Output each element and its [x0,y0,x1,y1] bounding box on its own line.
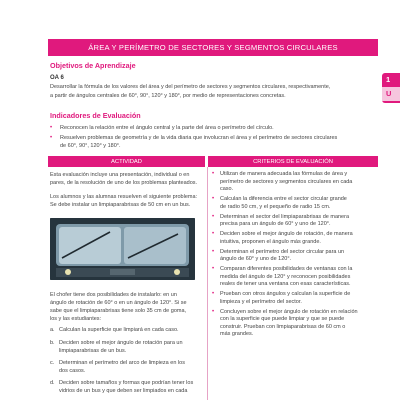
step-text: limpiaparabrisas de un bus. [59,348,127,354]
criterio-item [212,231,378,246]
criterio-text [220,291,350,306]
criterio-line: Concluyen sobre el mejor ángulo de rotación en relación [220,308,358,315]
side-tab-number: 1 [386,75,391,84]
criterio-text [220,231,353,246]
bullet-icon: • [212,291,215,298]
criterio-line: perímetro de sectores y segmentos circulares en cada [220,178,353,185]
criterio-line: Calculan la diferencia entre el sector circular grande [220,196,347,203]
table-header-criterios [208,156,378,167]
step-marker: d. [50,380,55,386]
objetivos-heading: Objetivos de Aprendizaje [50,61,136,70]
criterio-line: Prueban con otros ángulos y calculan la superficie de [220,291,351,298]
table-header-label: CRITERIOS DE EVALUACIÓN [253,158,333,165]
actividad-problem-line1: Los alumnos y las alumnas resuelven el siguiente problema: [50,194,198,200]
indicador-item [50,124,375,132]
criterio-line: Determinan el sector del limpiaparabrisas de manera [220,213,350,220]
criterio-item [212,171,378,194]
actividad-body-line: ángulo de rotación de 60° o en un ángulo de 120°. Si se [50,300,187,306]
bullet-icon: • [212,213,215,220]
page-title-banner [48,39,378,56]
criterio-text [220,309,358,339]
criterio-item [212,249,378,264]
indicadores-heading: Indicadores de Evaluación [50,111,141,120]
bullet-icon: • [50,125,53,131]
bus-windshield-photo [50,218,195,280]
criterios-list [212,171,378,341]
criterio-line: medida del ángulo de 120° y reconocen posibilidades [220,273,351,280]
criterio-line: limpieza y el perímetro del sector. [220,298,302,305]
step-text: Determinan el perímetro del arco de limpieza en los [59,360,185,366]
criterio-line: Utilizan de manera adecuada las fórmulas de área y [220,171,348,177]
actividad-intro-line1: Esta evaluación incluye una presentación, individual o en [50,172,190,178]
table-header-label: ACTIVIDAD [111,158,142,165]
side-tab-letter: U [386,89,392,98]
evaluation-table [48,156,378,400]
criterio-line: Deciden sobre el mejor ángulo de rotación, de manera [220,231,353,238]
step-marker: a. [50,327,55,333]
bullet-icon: • [212,231,215,238]
bullet-icon: • [50,135,53,141]
criterio-line: Comparan diferentes posibilidades de ventanas con la [220,266,353,273]
criterio-line: caso. [220,186,234,193]
actividad-problem-line2: Se debe instalar un limpiaparabrisas de 50 cm en un bus. [50,202,191,208]
actividad-step-continuation [50,368,200,376]
criterio-line: más grandes. [220,331,254,338]
actividad-step [50,327,200,335]
bullet-icon: • [212,171,215,177]
column-divider [207,167,208,400]
criterio-line: reales de tener una ventana con esas características. [220,281,351,288]
bullet-icon: • [212,248,215,255]
criterio-item [212,266,378,289]
actividad-body-line: sabe que el limpiaparabrisas tiene solo 35 cm de goma, [50,308,187,314]
criterio-line: de radio 50 cm, y el pequeño de radio 15 cm. [220,203,331,210]
criterio-item [212,291,378,306]
criterio-item [212,309,378,339]
bullet-icon: • [212,266,215,273]
criterio-text [220,214,349,229]
step-marker: c. [50,360,55,366]
bus-windshield-illustration [50,218,195,280]
indicador-text: de 60°, 90°, 120° y 180°. [60,143,121,149]
objetivo-text-line2: a partir de ángulos centrales de 60°, 90°, 120° y 180°, por medio de representaciones concretas. [50,93,286,99]
step-text: Calculan la superficie que limpiará en cada caso. [59,327,179,333]
actividad-step [50,380,200,388]
objetivo-text-line1: Desarrollar la fórmula de los valores del área y del perímetro de sectores y segmentos circulares, respectivamente, [50,84,331,90]
bullet-icon: • [212,308,215,315]
indicador-item-continuation [50,142,375,150]
criterio-line: Determinan el perímetro del sector circular para un [220,248,345,255]
actividad-step [50,360,200,368]
step-text: Deciden sobre tamaños y formas que podrían tener los [59,380,194,386]
actividad-body-line: los y las estudiantes: [50,316,102,322]
criterio-line: intuitiva, proponen el ángulo más grande. [220,238,321,245]
indicador-text: Resuelven problemas de geometría y de la vida diaria que involucran el área y el perímetro de sectores circulares [60,135,338,141]
criterio-line: con la superficie que puede limpiar y que se puede [220,316,345,323]
criterio-line: ángulo de 60° y uno de 120°. [220,256,292,263]
actividad-body-line: El chofer tiene dos posibilidades de instalarlo: en un [50,292,177,298]
step-text: dos casos. [59,368,86,374]
criterio-item [212,214,378,229]
actividad-step-continuation [50,388,200,396]
criterio-text [220,266,352,289]
actividad-intro-line2: pares, de la resolución de uno de los problemas planteados. [50,180,198,186]
criterio-text [220,171,352,194]
step-text: Deciden sobre el mejor ángulo de rotación para un [59,340,183,346]
page-title: ÁREA Y PERÍMETRO DE SECTORES Y SEGMENTOS CIRCULARES [88,43,338,52]
criterio-line: precisa para un ángulo de 60° y uno de 120°. [220,221,331,228]
objetivo-code: OA 6 [50,75,64,81]
actividad-step [50,340,200,348]
criterio-text [220,196,347,211]
criterio-line: construir. Prueban con limpiaparabrisas de 60 cm o [220,323,346,330]
indicador-text: Reconocen la relación entre el ángulo central y la parte del área o perímetro del círculo. [60,125,274,131]
step-marker: b. [50,340,55,346]
actividad-step-continuation [50,348,200,356]
criterio-text [220,249,344,264]
step-text: vidrios de un bus y que deben ser limpiados en cada [59,388,188,394]
indicador-item [50,134,375,142]
table-header-actividad [48,156,205,167]
criterio-item [212,196,378,211]
bullet-icon: • [212,196,215,203]
